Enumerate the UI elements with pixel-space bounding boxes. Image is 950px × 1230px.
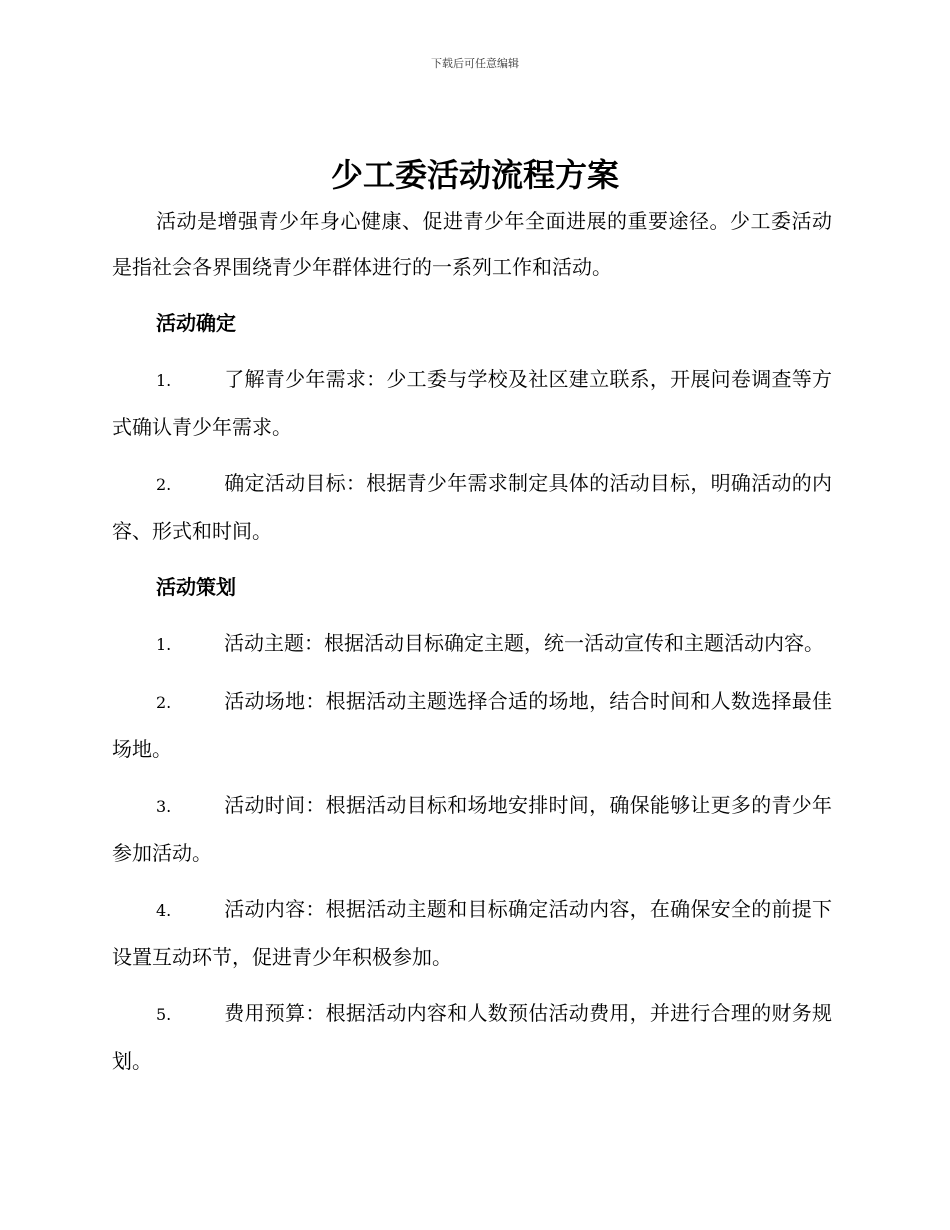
section-activity-planning bbox=[112, 564, 832, 1084]
list-item bbox=[112, 620, 832, 668]
list-item-text: 确定活动目标：根据青少年需求制定具体的活动目标，明确活动的内容、形式和时间。 bbox=[112, 471, 832, 543]
list-item-text: 活动主题：根据活动目标确定主题，统一活动宣传和主题活动内容。 bbox=[224, 631, 824, 655]
list-item-number: 1. bbox=[156, 635, 172, 654]
header-note: 下载后可任意编辑 bbox=[431, 57, 519, 70]
section-heading: 活动确定 bbox=[156, 311, 236, 335]
list-item-text: 费用预算：根据活动内容和人数预估活动费用，并进行合理的财务规划。 bbox=[112, 1001, 832, 1073]
list-item-text: 活动时间：根据活动目标和场地安排时间，确保能够让更多的青少年参加活动。 bbox=[112, 793, 832, 865]
list-item-text: 了解青少年需求：少工委与学校及社区建立联系，开展问卷调查等方式确认青少年需求。 bbox=[112, 367, 832, 439]
section-heading: 活动策划 bbox=[156, 575, 236, 599]
document-title: 少工委活动流程方案 bbox=[330, 156, 619, 194]
document-body bbox=[112, 198, 832, 1084]
list-item-text: 活动场地：根据活动主题选择合适的场地，结合时间和人数选择最佳场地。 bbox=[112, 689, 832, 761]
intro-paragraph: 活动是增强青少年身心健康、促进青少年全面进展的重要途径。少工委活动是指社会各界围绕青少年群体进行的一系列工作和活动。 bbox=[112, 209, 832, 279]
list-item-number: 5. bbox=[156, 1005, 172, 1024]
list-item bbox=[112, 782, 832, 876]
list-item-number: 4. bbox=[156, 901, 172, 920]
list-item-number: 3. bbox=[156, 797, 172, 816]
section-activity-determination bbox=[112, 300, 832, 554]
list-item bbox=[112, 886, 832, 980]
list-item bbox=[112, 460, 832, 554]
list-item bbox=[112, 356, 832, 450]
list-item-number: 2. bbox=[156, 475, 172, 494]
list-item-text: 活动内容：根据活动主题和目标确定活动内容，在确保安全的前提下设置互动环节，促进青少年积极参加。 bbox=[112, 897, 832, 969]
list-item-number: 2. bbox=[156, 693, 172, 712]
list-item-number: 1. bbox=[156, 371, 172, 390]
list-item bbox=[112, 990, 832, 1084]
list-item bbox=[112, 678, 832, 772]
